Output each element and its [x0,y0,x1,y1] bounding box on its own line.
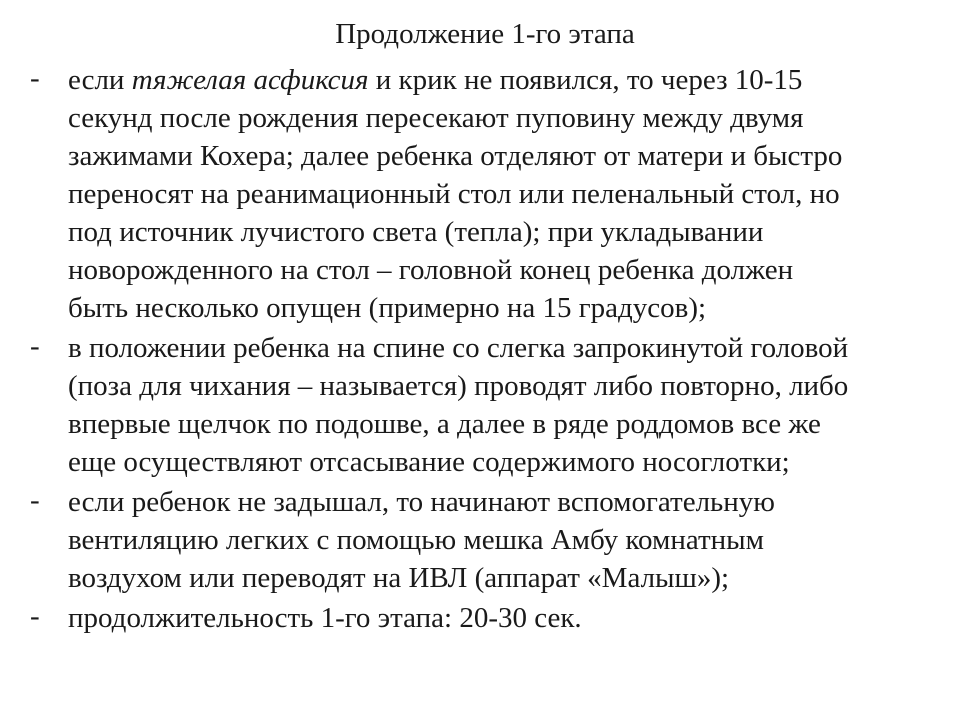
bullet-text: если ребенок не задышал, то начинают вспомогательную вентиляцию легких с помощью мешка Амбу комнатным воздухом или переводят на ИВЛ (аппарат «Малыш»); [68,486,775,594]
bullet-text-lead: если [68,64,132,96]
bullet-text-emphasis: тяжелая асфиксия [131,64,369,96]
bullet-text: в положении ребенка на спине со слегка запрокинутой головой (поза для чихания – называется) проводят либо повторно, либо впервые щелчок по подошве, а далее в ряде роддомов все же еще осуществляют отсасывание содержимого носоглотки; [68,332,849,478]
bullet-item-4 [0,599,858,637]
bullet-marker: - [30,62,40,94]
bullet-marker: - [30,484,40,516]
bullet-text: продолжительность 1-го этапа: 20-30 сек. [68,602,582,634]
bullet-text: и крик не появился, то через 10-15 секунд после рождения пересекают пуповину между двумя зажимами Кохера; далее ребенка отделяют от матери и быстро переносят на реанимационный стол или пеленальный стол, но под источник лучистого света (тепла); при укладывании новорожденного на стол – головной конец ребенка должен быть несколько опущен (примерно на 15 градусов); [68,64,843,324]
bullet-item-2 [0,329,858,481]
bullet-item-1 [0,61,858,327]
bullet-list [0,61,960,634]
bullet-marker: - [30,600,40,632]
bullet-item-3 [0,483,858,597]
bullet-marker: - [30,330,40,362]
slide-title: Продолжение 1-го этапа [335,18,635,50]
